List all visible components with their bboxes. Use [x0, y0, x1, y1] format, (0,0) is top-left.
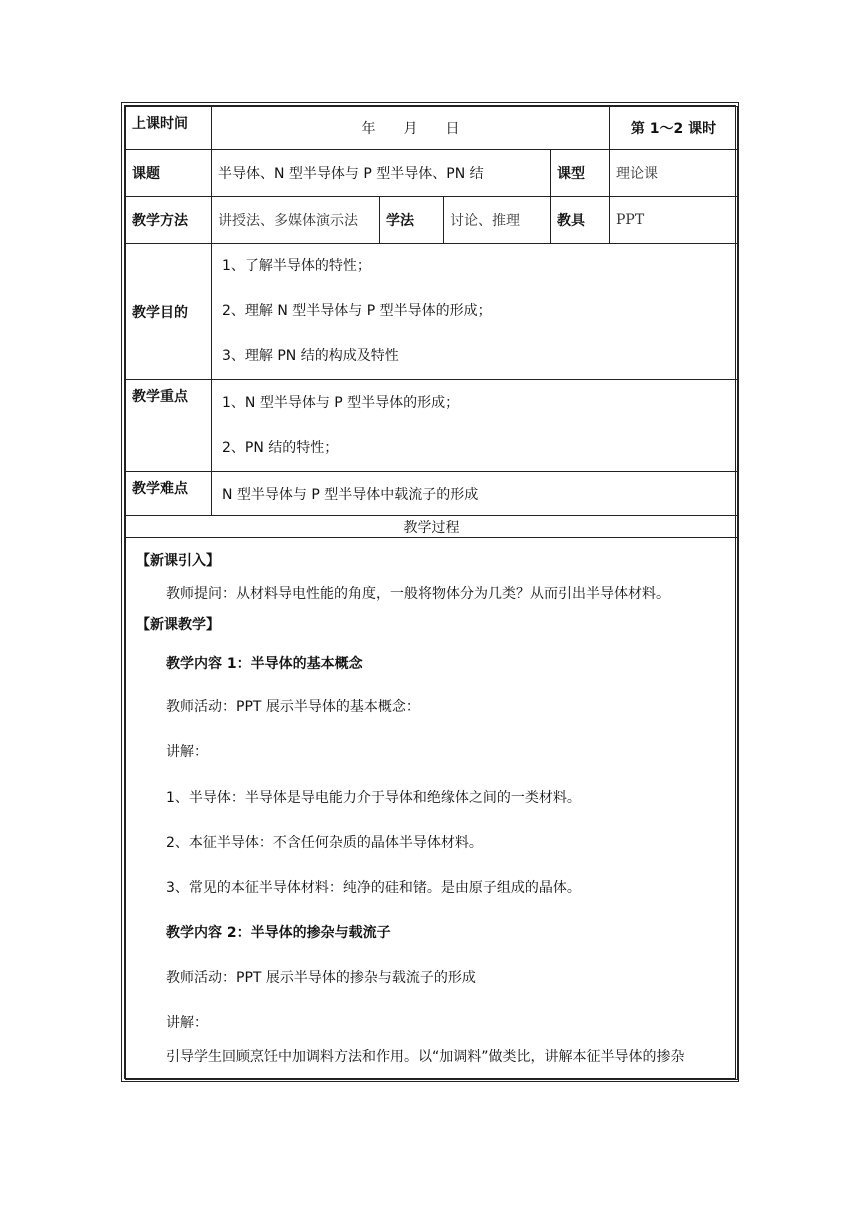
objective-item: 1、了解半导体的特性； — [222, 258, 371, 274]
difficulties-value: N 型半导体与 P 型半导体中载流子的形成 — [212, 472, 738, 516]
time-label: 上课时间 — [126, 107, 212, 150]
process-title: 教学过程 — [126, 516, 738, 538]
lesson-plan-inner-frame — [124, 105, 736, 1079]
row-process-body — [126, 538, 738, 1080]
content1-item: 1、半导体：半导体是导电能力介于导体和绝缘体之间的一类材料。 — [166, 790, 581, 806]
row-key-points — [126, 380, 738, 472]
content1-activity: 教师活动：PPT 展示半导体的基本概念： — [166, 699, 420, 715]
learning-method-value: 讨论、推理 — [444, 197, 551, 244]
row-methods — [126, 197, 738, 244]
topic-label: 课题 — [126, 150, 212, 197]
objectives-label: 教学目的 — [126, 244, 212, 380]
teaching-heading: 【新课教学】 — [136, 617, 220, 633]
topic-value: 半导体、N 型半导体与 P 型半导体、PN 结 — [212, 150, 551, 197]
intro-text: 教师提问：从材料导电性能的角度，一般将物体分为几类？从而引出半导体材料。 — [166, 586, 670, 602]
difficulties-label: 教学难点 — [126, 472, 212, 516]
intro-heading: 【新课引入】 — [136, 553, 220, 569]
content2-title: 教学内容 2：半导体的掺杂与载流子 — [166, 925, 391, 941]
content1-item: 2、本征半导体：不含任何杂质的晶体半导体材料。 — [166, 835, 483, 851]
lesson-type-value: 理论课 — [610, 150, 738, 197]
learning-method-label: 学法 — [380, 197, 444, 244]
objectives-list — [212, 244, 738, 380]
row-process-title — [126, 516, 738, 538]
key-points-label: 教学重点 — [126, 380, 212, 472]
date-field: 年 月 日 — [212, 107, 610, 150]
row-difficulties — [126, 472, 738, 516]
key-points-list — [212, 380, 738, 472]
content1-item: 3、常见的本征半导体材料：纯净的硅和锗。是由原子组成的晶体。 — [166, 880, 581, 896]
teaching-aids-label: 教具 — [551, 197, 610, 244]
objective-item: 2、理解 N 型半导体与 P 型半导体的形成； — [222, 303, 492, 319]
lesson-type-label: 课型 — [551, 150, 610, 197]
teaching-method-value: 讲授法、多媒体演示法 — [212, 197, 380, 244]
key-point-item: 2、PN 结的特性； — [222, 439, 339, 456]
process-content — [126, 538, 738, 1080]
content1-explain: 讲解： — [166, 744, 208, 760]
key-point-item: 1、N 型半导体与 P 型半导体的形成； — [222, 394, 460, 411]
period-field: 第 1～2 课时 — [610, 107, 738, 150]
lesson-plan-frame — [121, 102, 739, 1082]
teaching-method-label: 教学方法 — [126, 197, 212, 244]
lesson-plan-table — [125, 106, 738, 1080]
content2-text: 引导学生回顾烹饪中加调料方法和作用。以“加调料”做类比，讲解本征半导体的掺杂 — [166, 1049, 685, 1065]
content2-activity: 教师活动：PPT 展示半导体的掺杂与载流子的形成 — [166, 970, 476, 986]
content2-explain: 讲解： — [166, 1015, 208, 1031]
objective-item: 3、理解 PN 结的构成及特性 — [222, 348, 399, 364]
teaching-aids-value: PPT — [610, 197, 738, 244]
row-topic — [126, 150, 738, 197]
row-objectives — [126, 244, 738, 380]
content1-title: 教学内容 1：半导体的基本概念 — [166, 656, 363, 672]
row-time — [126, 107, 738, 150]
